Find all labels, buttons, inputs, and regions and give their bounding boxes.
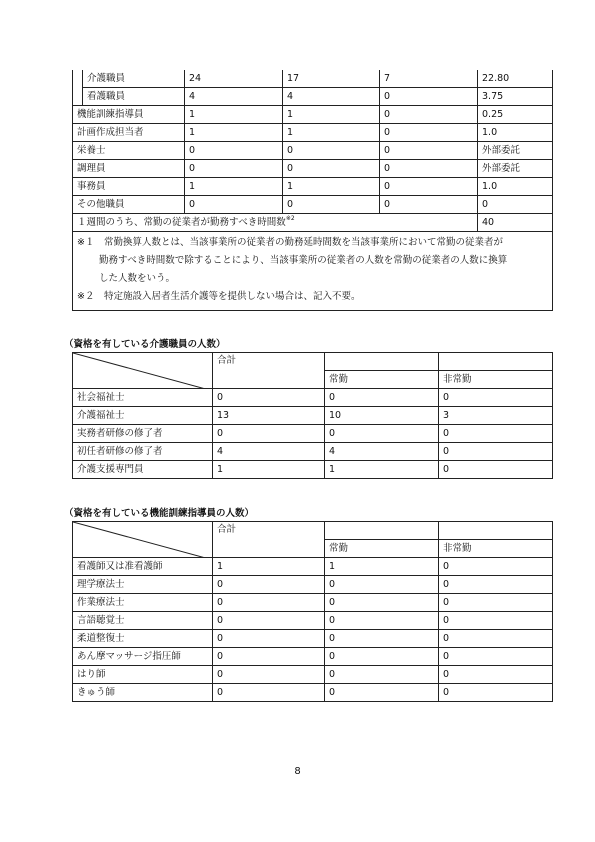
cell-part-time: 0 [439, 425, 553, 443]
cell-full-time: 0 [325, 576, 439, 594]
table-row [73, 648, 553, 666]
cell-fte: 22.80 [478, 70, 553, 88]
group-indent-cell [73, 70, 83, 88]
cell-total: 4 [185, 88, 283, 106]
cell-full-time: 0 [325, 594, 439, 612]
cell-part-time: 0 [380, 178, 478, 196]
cell-full-time: 1 [283, 178, 380, 196]
cell-full-time: 0 [283, 196, 380, 214]
table-row [73, 612, 553, 630]
row-label: 計画作成担当者 [73, 124, 185, 142]
cell-total: 4 [213, 443, 325, 461]
cell-full-time: 17 [283, 70, 380, 88]
row-label: 理学療法士 [73, 576, 213, 594]
cell-part-time: 3 [439, 407, 553, 425]
header-spacer [325, 522, 439, 540]
cell-total: 0 [213, 389, 325, 407]
cell-full-time: 1 [325, 558, 439, 576]
cell-total: 0 [213, 594, 325, 612]
table-row [73, 594, 553, 612]
cell-full-time: 0 [283, 160, 380, 178]
cell-total: 0 [185, 196, 283, 214]
cell-total: 0 [213, 684, 325, 702]
cell-total: 1 [185, 124, 283, 142]
row-label: 事務員 [73, 178, 185, 196]
cell-full-time: 4 [325, 443, 439, 461]
cell-part-time: 0 [439, 389, 553, 407]
row-label: 機能訓練指導員 [73, 106, 185, 124]
cell-full-time: 0 [325, 648, 439, 666]
cell-part-time: 0 [439, 443, 553, 461]
table-row [73, 461, 553, 479]
cell-full-time: 0 [325, 666, 439, 684]
table-row [73, 443, 553, 461]
table-row [73, 196, 553, 214]
row-label: 言語聴覚士 [73, 612, 213, 630]
header-part-time: 非常勤 [439, 371, 553, 389]
row-label: あん摩マッサージ指圧師 [73, 648, 213, 666]
table-row [73, 684, 553, 702]
cell-fte: 1.0 [478, 178, 553, 196]
cell-fte: 1.0 [478, 124, 553, 142]
cell-total: 13 [213, 407, 325, 425]
table-row [73, 576, 553, 594]
row-label: きゅう師 [73, 684, 213, 702]
cell-full-time: 0 [325, 630, 439, 648]
cell-part-time: 0 [439, 612, 553, 630]
row-label: 初任者研修の修了者 [73, 443, 213, 461]
trainer-heading: （資格を有している機能訓練指導員の人数） [64, 508, 255, 519]
header-total: 合計 [213, 353, 325, 389]
table-row [73, 124, 553, 142]
cell-total: 0 [213, 612, 325, 630]
care-staff-qualification-table [72, 352, 553, 479]
cell-total: 0 [213, 666, 325, 684]
cell-full-time: 0 [325, 389, 439, 407]
table-row [73, 666, 553, 684]
table-row [73, 407, 553, 425]
note-2: ※２ 特定施設入居者生活介護等を提供しない場合は、記入不要。 [77, 291, 361, 302]
cell-total: 0 [213, 630, 325, 648]
notes-cell [73, 232, 553, 311]
cell-part-time: 0 [439, 576, 553, 594]
page-number: 8 [294, 766, 301, 777]
cell-fte: 0.25 [478, 106, 553, 124]
note-mark: ※2 [285, 215, 295, 222]
header-full-time: 常勤 [325, 371, 439, 389]
header-row [73, 522, 553, 540]
cell-part-time: 0 [380, 196, 478, 214]
row-label: 社会福祉士 [73, 389, 213, 407]
cell-fte: 3.75 [478, 88, 553, 106]
cell-full-time: 1 [283, 106, 380, 124]
cell-part-time: 0 [380, 106, 478, 124]
cell-full-time: 4 [283, 88, 380, 106]
header-spacer [439, 353, 553, 371]
cell-total: 0 [185, 142, 283, 160]
row-label: 看護師又は准看護師 [73, 558, 213, 576]
row-label: 介護支援専門員 [73, 461, 213, 479]
weekly-hours-row [73, 214, 553, 232]
header-row [73, 353, 553, 371]
header-spacer [439, 522, 553, 540]
table-row [73, 630, 553, 648]
cell-part-time: 0 [439, 461, 553, 479]
row-label: 介護職員 [83, 70, 185, 88]
trainer-qualification-table [72, 521, 553, 702]
cell-total: 0 [213, 648, 325, 666]
row-label: 栄養士 [73, 142, 185, 160]
cell-total: 24 [185, 70, 283, 88]
header-total: 合計 [213, 522, 325, 558]
cell-total: 0 [213, 576, 325, 594]
cell-total: 1 [185, 106, 283, 124]
table-row [73, 88, 553, 106]
row-label: 看護職員 [83, 88, 185, 106]
cell-full-time: 10 [325, 407, 439, 425]
cell-part-time: 0 [439, 558, 553, 576]
table-row [73, 160, 553, 178]
staff-count-table [72, 70, 553, 311]
table-row [73, 106, 553, 124]
cell-part-time: 0 [439, 666, 553, 684]
notes-row [73, 232, 553, 311]
cell-fte: 外部委託 [478, 160, 553, 178]
corner-header-cell [73, 353, 213, 389]
cell-part-time: 0 [380, 142, 478, 160]
cell-part-time: 0 [439, 684, 553, 702]
row-label: 調理員 [73, 160, 185, 178]
table-row [73, 178, 553, 196]
cell-part-time: 0 [380, 160, 478, 178]
cell-fte: 0 [478, 196, 553, 214]
table-row [73, 425, 553, 443]
row-label: 実務者研修の修了者 [73, 425, 213, 443]
cell-total: 1 [213, 558, 325, 576]
row-label: その他職員 [73, 196, 185, 214]
corner-header-cell [73, 522, 213, 558]
diagonal-line [73, 353, 213, 389]
table-row [73, 558, 553, 576]
cell-full-time: 0 [325, 684, 439, 702]
note-1-line-2: 勤務すべき時間数で除することにより、当該事業所の従業者の人数を常勤の従業者の人数に換算 [99, 255, 508, 266]
cell-part-time: 0 [439, 630, 553, 648]
cell-part-time: 0 [439, 594, 553, 612]
row-label: 作業療法士 [73, 594, 213, 612]
weekly-hours-value: 40 [478, 214, 553, 232]
table-row [73, 142, 553, 160]
cell-full-time: 0 [283, 142, 380, 160]
group-indent-cell [73, 88, 83, 106]
cell-total: 0 [213, 425, 325, 443]
cell-part-time: 0 [439, 648, 553, 666]
header-full-time: 常勤 [325, 540, 439, 558]
row-label: 介護福祉士 [73, 407, 213, 425]
cell-part-time: 0 [380, 88, 478, 106]
cell-full-time: 1 [283, 124, 380, 142]
cell-full-time: 0 [325, 612, 439, 630]
cell-part-time: 0 [380, 124, 478, 142]
care-staff-heading: （資格を有している介護職員の人数） [64, 339, 226, 350]
cell-full-time: 0 [325, 425, 439, 443]
cell-fte: 外部委託 [478, 142, 553, 160]
diagonal-line [73, 522, 213, 558]
cell-part-time: 7 [380, 70, 478, 88]
note-1-line-3: した人数をいう。 [99, 273, 176, 284]
cell-full-time: 1 [325, 461, 439, 479]
table-row [73, 70, 553, 88]
table-row [73, 389, 553, 407]
header-part-time: 非常勤 [439, 540, 553, 558]
header-spacer [325, 353, 439, 371]
weekly-hours-label: １週間のうち、常勤の従業者が勤務すべき時間数$^{※2}$ [73, 214, 478, 232]
note-1-line-1: ※１ 常勤換算人数とは、当該事業所の従業者の勤務延時間数を当該事業所において常勤の従業者が [77, 237, 503, 248]
cell-total: 1 [213, 461, 325, 479]
cell-total: 0 [185, 160, 283, 178]
row-label: 柔道整復士 [73, 630, 213, 648]
cell-total: 1 [185, 178, 283, 196]
row-label: はり師 [73, 666, 213, 684]
